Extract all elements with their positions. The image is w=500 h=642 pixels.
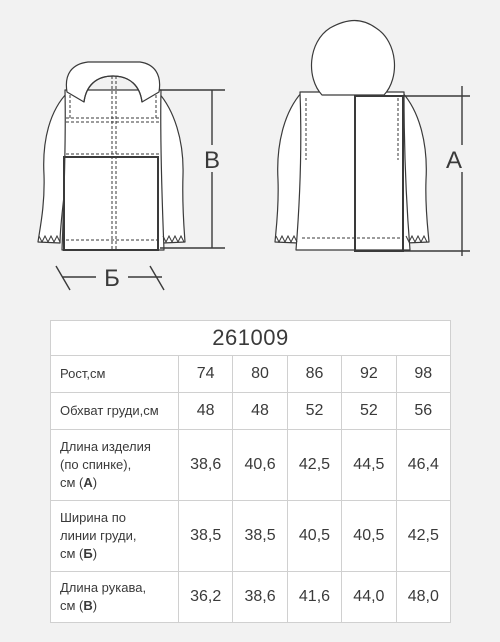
row-label-length (51, 430, 179, 501)
label-letter: А (83, 475, 93, 490)
table-cell: 48 (178, 393, 232, 430)
label-line: линии груди, (60, 528, 137, 543)
label-end: ) (92, 475, 98, 490)
table-row (51, 356, 451, 393)
table-cell: 40,5 (342, 501, 396, 572)
article-number: 261009 (51, 321, 451, 356)
table-cell: 42,5 (287, 430, 341, 501)
table-cell: 36,2 (178, 572, 232, 623)
row-label-sleeve (51, 572, 179, 623)
table-cell: 48,0 (396, 572, 450, 623)
row-label-chest: Обхват груди,см (51, 393, 179, 430)
table-cell: 46,4 (396, 430, 450, 501)
label-line: см ( (60, 546, 84, 561)
table-cell: 52 (287, 393, 341, 430)
dimension-label-b: В (203, 147, 221, 174)
label-line: Ширина по (60, 510, 126, 525)
table-cell: 80 (233, 356, 287, 393)
table-cell: 86 (287, 356, 341, 393)
table-cell: 42,5 (396, 501, 450, 572)
label-line: см ( (60, 475, 84, 490)
table-cell: 52 (342, 393, 396, 430)
label-line: см ( (60, 598, 84, 613)
table-cell: 44,5 (342, 430, 396, 501)
dimension-label-a: А (445, 147, 463, 174)
table-row (51, 393, 451, 430)
table-cell: 48 (233, 393, 287, 430)
row-label-height: Рост,см (51, 356, 179, 393)
table-row (51, 430, 451, 501)
label-line: Длина изделия (60, 439, 151, 454)
size-chart-table (50, 320, 451, 623)
row-label-width (51, 501, 179, 572)
table-cell: 74 (178, 356, 232, 393)
table-cell: 38,5 (233, 501, 287, 572)
table-cell: 38,5 (178, 501, 232, 572)
table-cell: 44,0 (342, 572, 396, 623)
label-line: (по спинке), (60, 457, 132, 472)
label-letter: В (83, 598, 93, 613)
table-cell: 40,5 (287, 501, 341, 572)
jacket-technical-drawing (0, 0, 500, 300)
table-cell: 38,6 (178, 430, 232, 501)
table-cell: 92 (342, 356, 396, 393)
table-cell: 40,6 (233, 430, 287, 501)
table-cell: 56 (396, 393, 450, 430)
dimension-label-width: Б (104, 265, 120, 292)
table-cell: 98 (396, 356, 450, 393)
table-cell: 38,6 (233, 572, 287, 623)
table-row (51, 572, 451, 623)
label-end: ) (92, 546, 98, 561)
label-end: ) (92, 598, 98, 613)
table-cell: 41,6 (287, 572, 341, 623)
jacket-back-view (275, 21, 429, 251)
table-row (51, 501, 451, 572)
label-letter: Б (83, 546, 93, 561)
label-line: Длина рукава, (60, 580, 147, 595)
